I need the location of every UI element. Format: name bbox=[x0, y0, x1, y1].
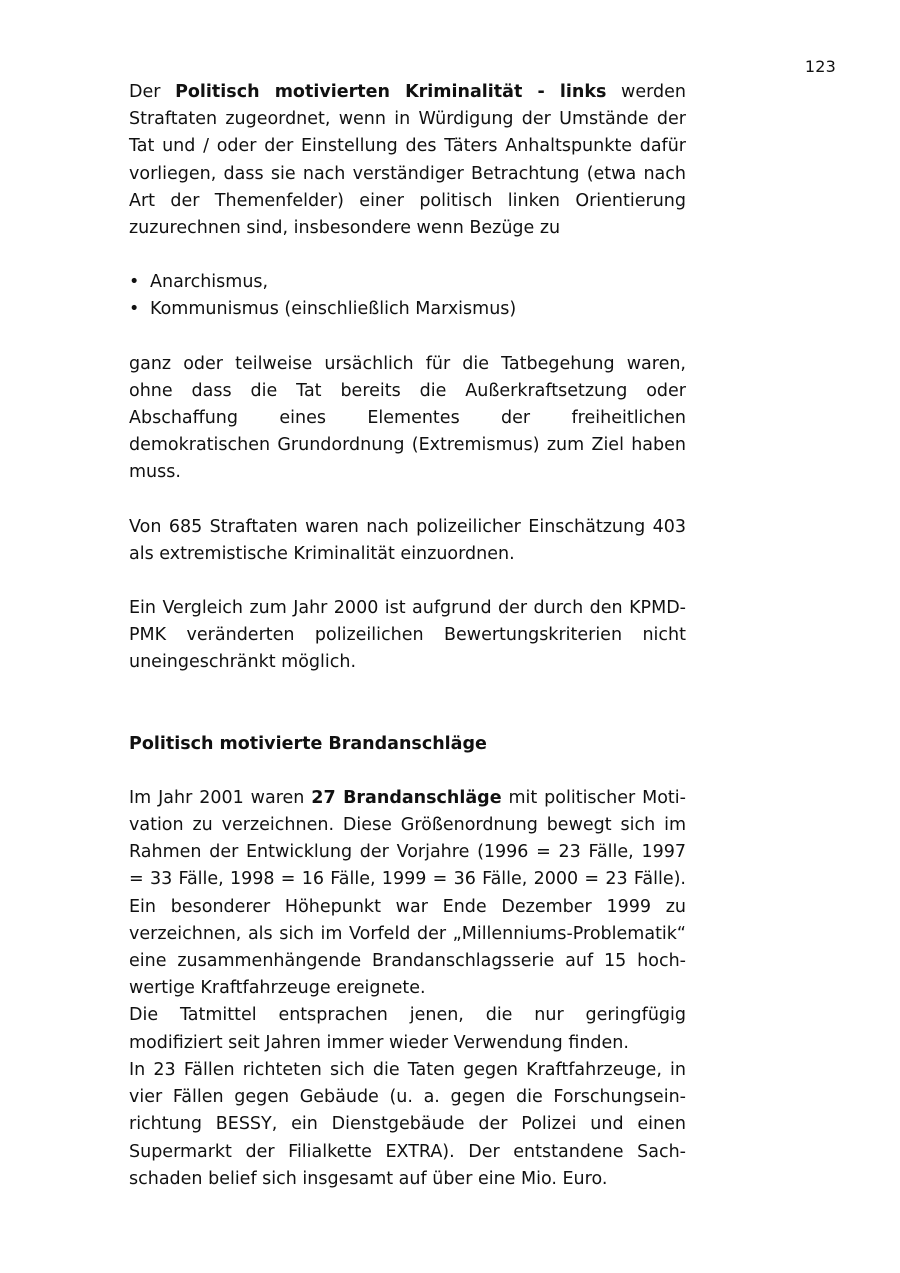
paragraph-statistics: Von 685 Straftaten waren nach polizeilicher Einschätzung 403 als extremistische Kriminalität einzuordnen. bbox=[129, 516, 686, 564]
page-number: 123 bbox=[804, 57, 836, 76]
section-heading: Politisch motivierte Brandanschläge bbox=[129, 733, 487, 754]
paragraph-definition bbox=[129, 79, 686, 242]
document-body bbox=[129, 79, 686, 1193]
paragraph-arson-overview bbox=[129, 785, 686, 1003]
bold-term: 27 Brandanschläge bbox=[311, 787, 502, 808]
paragraph-text: Im Jahr 2001 waren bbox=[129, 787, 312, 808]
list-item: • Kommunismus (einschließlich Marxismus) bbox=[129, 296, 686, 323]
paragraph-text: werden Straftaten zugeordnet, wenn in Würdigung der Umstände der Tat und / oder der Einstellung des Täters Anhaltspunkte dafür vorliegen, dass sie nach verständiger Betrachtung (etwa nach Art der Themenfelder) einer politisch linken Orientierung zuzurechnen sind, insbesondere wenn Bezüge zu bbox=[129, 82, 686, 239]
paragraph-text: mit politischer Motivation zu verzeichnen. Diese Größenordnung bewegt sich im Rahmen der Entwicklung der Vorjahre (1996 = 23 Fälle, 1997 = 33 Fälle, 1998 = 16 Fälle, 1999 = 36 Fälle, 2000 = 23 Fälle). Ein besonderer Höhepunkt war Ende Dezember 1999 zu verzeichnen, als sich im Vorfeld der „Millenniums-Problematik“ eine zusammenhängende Brandanschlagsserie auf 15 hochwertige Kraftfahrzeuge ereignete. bbox=[129, 787, 686, 999]
paragraph-targets: In 23 Fällen richteten sich die Taten gegen Kraftfahrzeuge, in vier Fällen gegen Gebäude (u. a. gegen die Forschungseinrichtung BESSY, ein Dienstgebäude der Polizei und einen Supermarkt der Filialkette EXTRA). Der entstandene Sachschaden belief sich insgesamt auf über eine Mio. Euro. bbox=[129, 1059, 686, 1189]
bullet-list bbox=[129, 269, 686, 323]
paragraph-means: Die Tatmittel entsprachen jenen, die nur geringfügig modifiziert seit Jahren immer wieder Verwendung finden. bbox=[129, 1005, 686, 1053]
paragraph-causation: ganz oder teilweise ursächlich für die Tatbegehung waren, ohne dass die Tat bereits die Außerkraftsetzung oder Abschaffung eines Elementes der freiheitlichen demokratischen Grundordnung (Extremismus) zum Ziel haben muss. bbox=[129, 353, 686, 483]
bold-term: Politisch motivierten Kriminalität - links bbox=[175, 82, 607, 102]
paragraph-comparison: Ein Vergleich zum Jahr 2000 ist aufgrund der durch den KPMD-PMK veränderten polizeilichen Bewertungskriterien nicht uneingeschränkt möglich. bbox=[129, 598, 686, 673]
paragraph-text: Der bbox=[129, 82, 176, 102]
list-item: • Anarchismus, bbox=[129, 269, 686, 296]
